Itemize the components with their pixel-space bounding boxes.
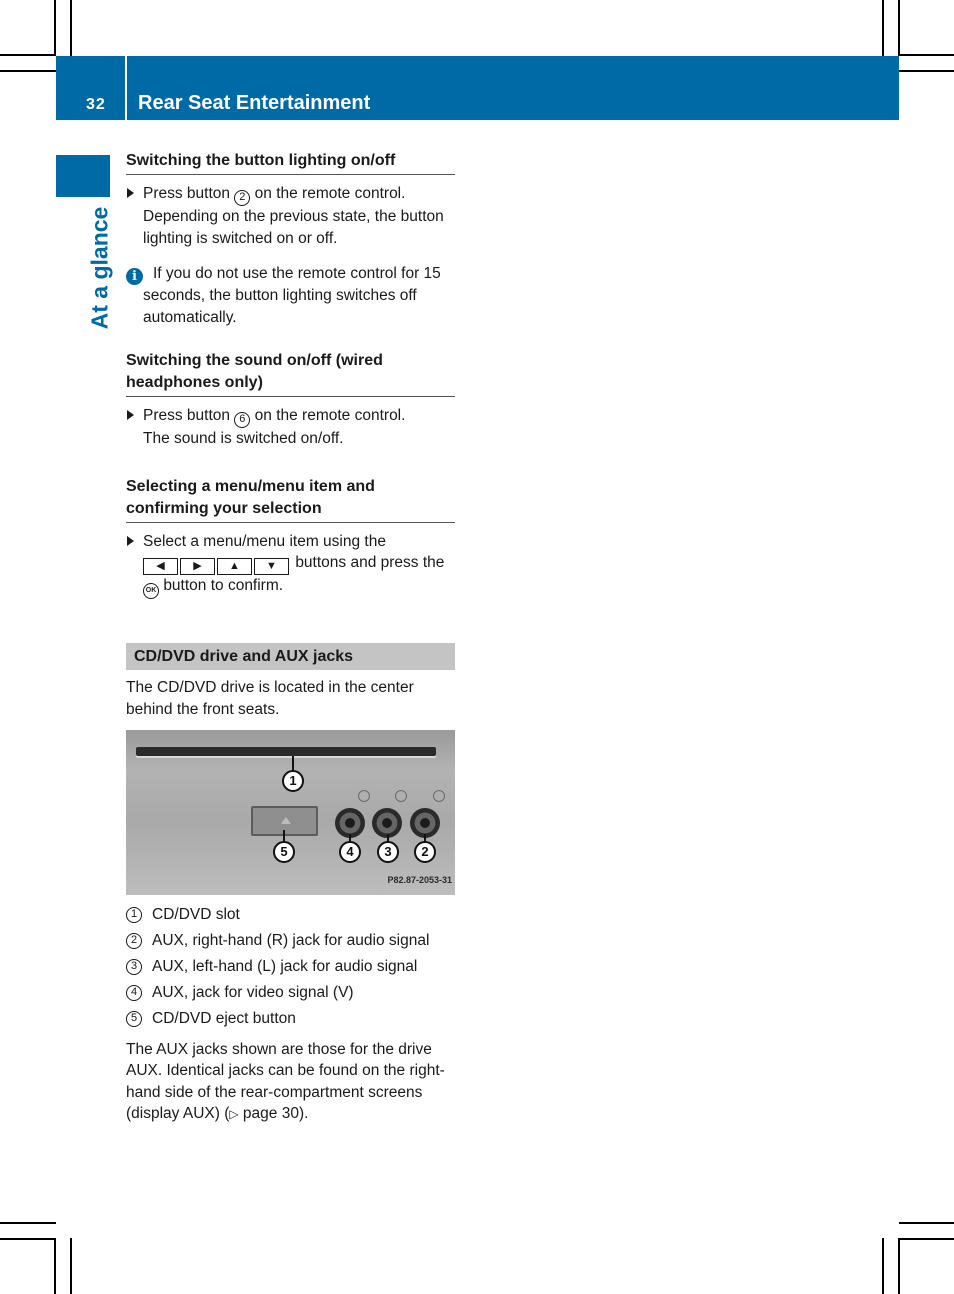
crop-mark [882,1238,884,1294]
legend-item [126,982,455,1004]
right-symbol-icon [433,790,445,802]
instruction-step [126,183,455,206]
legend-number: 1 [126,907,142,923]
ok-button-icon: OK [143,583,159,599]
legend-text: AUX, jack for video signal (V) [152,984,354,1001]
side-tab-marker [56,155,110,197]
crop-mark [899,1222,954,1224]
callout-5: 5 [273,841,295,863]
page-number: 32 [86,96,106,113]
content-column [126,150,455,1126]
page-reference-link[interactable]: page 30). [242,1105,309,1122]
instruction-step [126,405,455,428]
section-title-menu: Selecting a menu/menu item and confirming your selection [126,476,455,523]
legend-item [126,1008,455,1030]
legend-item [126,904,455,926]
instruction-step [126,531,455,600]
crop-mark [0,1222,56,1224]
page-header [56,56,899,120]
callout-leader [292,756,294,771]
crop-mark [898,1238,900,1294]
legend-number: 2 [126,933,142,949]
down-arrow-key-icon: ▼ [254,558,289,575]
crop-mark [898,0,900,56]
button-2-symbol: 2 [234,190,250,206]
aux-footer-paragraph [126,1039,455,1126]
header-divider [125,56,127,120]
crop-mark [899,70,954,72]
step-text: Press button [143,185,231,202]
crop-mark [70,1238,72,1294]
footer-text: The AUX jacks shown are those for the drive AUX. Identical jacks can be found on the right-hand side of the rear-compartment screens (display AUX) ( [126,1040,445,1122]
callout-2: 2 [414,841,436,863]
info-icon: i [126,268,143,285]
legend-text: AUX, left-hand (L) jack for audio signal [152,958,418,975]
step-arrow-icon [127,536,134,546]
left-symbol-icon [395,790,407,802]
callout-3: 3 [377,841,399,863]
section-title-cd: CD/DVD drive and AUX jacks [126,643,455,670]
crop-mark [899,54,954,56]
cd-intro-text: The CD/DVD drive is located in the center behind the front seats. [126,679,414,718]
figure-code: P82.87-2053-31 [387,874,452,885]
up-arrow-key-icon: ▲ [217,558,252,575]
legend-number: 3 [126,959,142,975]
crop-mark [899,1238,954,1240]
callout-1: 1 [282,770,304,792]
callout-4: 4 [339,841,361,863]
legend-list [126,904,455,1030]
step-text: on the remote control. [254,407,406,424]
step-text: Press button [143,407,231,424]
step-result: Depending on the previous state, the button lighting is switched on or off. [143,208,444,247]
legend-text: CD/DVD eject button [152,1010,296,1027]
page-ref-arrow-icon: ▷ [229,1107,239,1121]
step-arrow-icon [127,188,134,198]
crop-mark [0,54,56,56]
legend-text: AUX, right-hand (R) jack for audio signal [152,932,430,949]
crop-mark [70,0,72,56]
crop-mark [0,70,56,72]
crop-mark [54,0,56,56]
step-text: buttons and press the [295,554,445,571]
right-arrow-key-icon: ▶ [180,558,215,575]
legend-item [126,956,455,978]
button-6-symbol: 6 [234,412,250,428]
video-symbol-icon [358,790,370,802]
side-tab-label: At a glance [86,206,113,330]
legend-text: CD/DVD slot [152,906,240,923]
section-title-sound: Switching the sound on/off (wired headphones only) [126,350,455,397]
step-text: on the remote control. [254,185,406,202]
legend-item [126,930,455,952]
crop-mark [0,1238,56,1240]
chapter-title: Rear Seat Entertainment [138,92,371,114]
info-note [126,263,455,328]
step-text: Select a menu/menu item using the [143,532,386,550]
step-arrow-icon [127,410,134,420]
step-result: The sound is switched on/off. [143,430,344,447]
legend-number: 4 [126,985,142,1001]
legend-number: 5 [126,1011,142,1027]
section-title-lighting: Switching the button lighting on/off [126,150,455,175]
left-arrow-key-icon: ◀ [143,558,178,575]
crop-mark [882,0,884,56]
step-text: button to confirm. [163,577,284,594]
info-text: If you do not use the remote control for 15 seconds, the button lighting switches off automatically. [143,265,441,326]
cd-slot-shape [136,747,436,756]
crop-mark [54,1238,56,1294]
cd-dvd-drive-photo [126,730,455,895]
